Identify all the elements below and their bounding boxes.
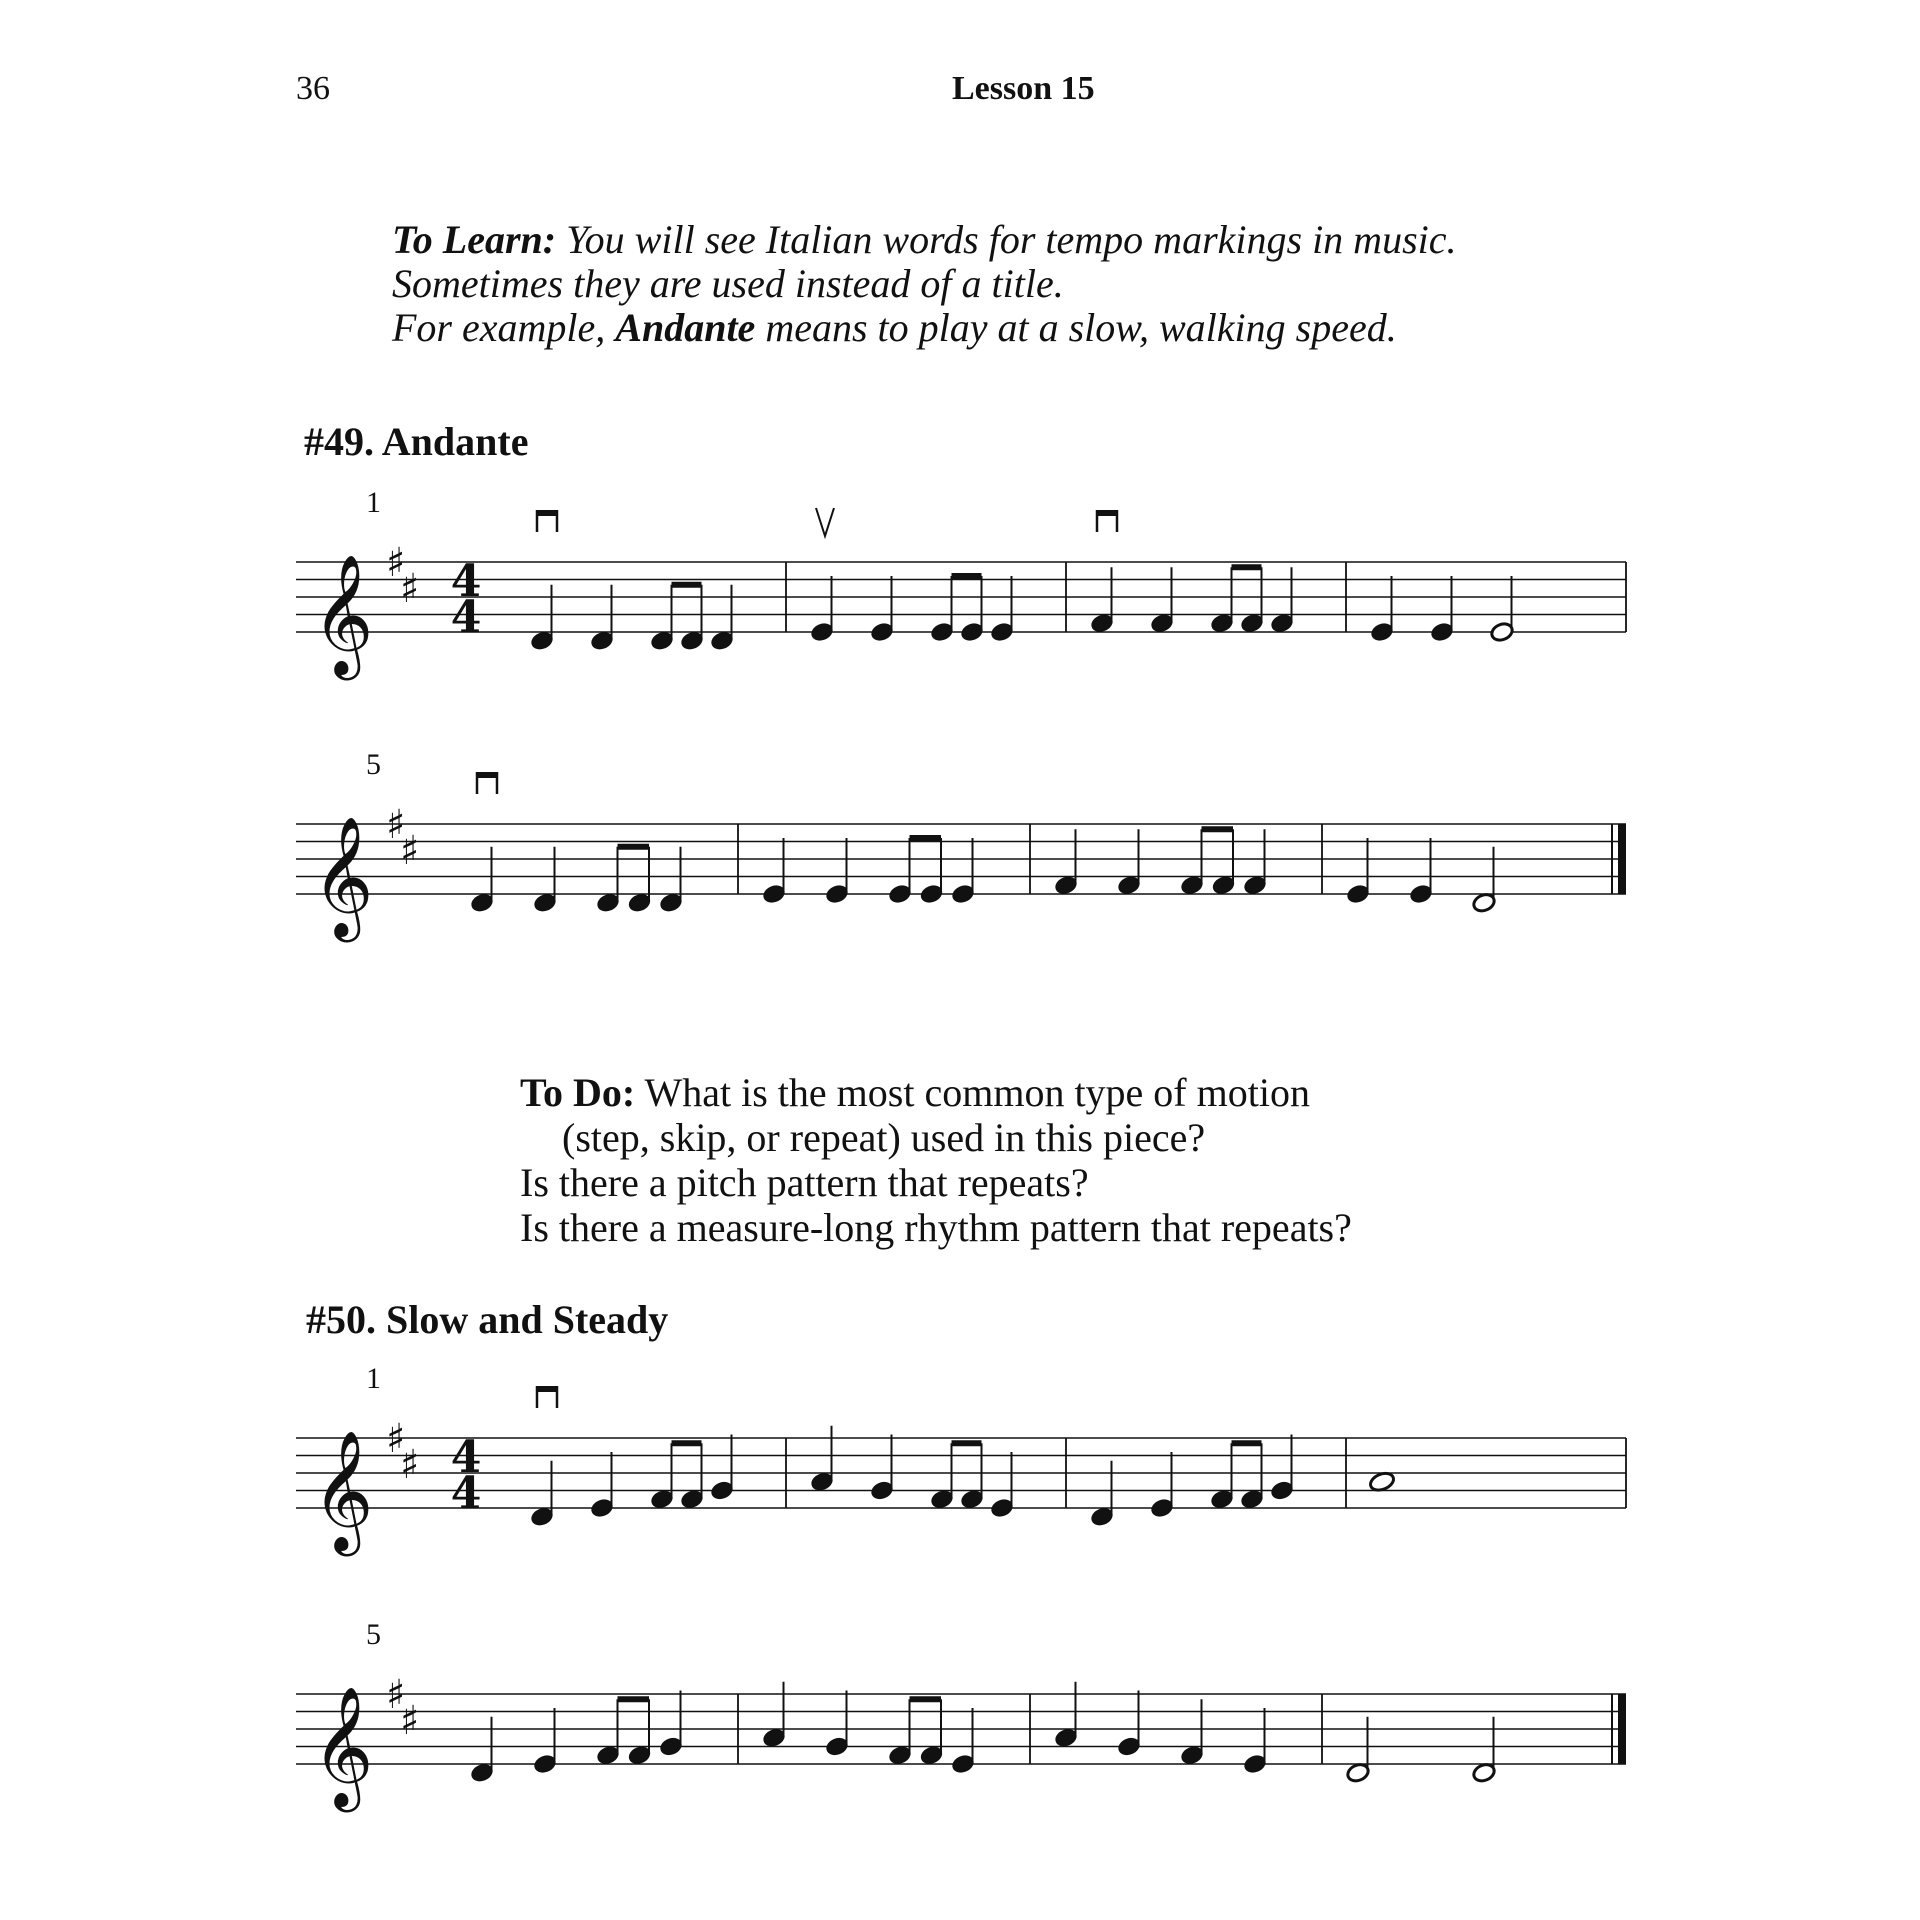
eighth-note [959,576,984,643]
quarter-note [1179,1699,1204,1766]
quarter-note [529,585,554,652]
eighth-note [649,1443,674,1510]
quarter-note [709,1435,734,1502]
eighth-note [649,585,674,652]
sharp-icon: ♯ [400,828,420,874]
treble-clef-icon: 𝄞 [312,553,374,675]
sharp-icon: ♯ [386,802,406,848]
eighth-note [887,1699,912,1766]
to-do-line2: (step, skip, or repeat) used in this piece? [562,1115,1206,1160]
quarter-note [1116,829,1141,896]
quarter-note [1369,576,1394,643]
down-bow-icon [536,510,558,532]
quarter-note [589,1452,614,1519]
quarter-note [809,576,834,643]
half-note [1471,847,1496,914]
to-learn-text [392,218,1457,350]
quarter-note [1345,838,1370,905]
quarter-note [1149,567,1174,634]
treble-clef-icon: 𝄞 [312,815,374,937]
quarter-note [1242,829,1267,896]
to-do-line4: Is there a measure-long rhythm pattern that repeats? [520,1205,1352,1250]
quarter-note [824,838,849,905]
down-bow-icon [476,772,498,794]
eighth-note [1179,829,1204,896]
ex50-staff-system-2 [0,1672,1920,1872]
quarter-note [1242,1708,1267,1775]
to-do-line3: Is there a pitch pattern that repeats? [520,1160,1089,1205]
to-learn-line3-pre: For example, [392,305,616,350]
quarter-note [1149,1452,1174,1519]
time-signature-top: 4 [450,556,482,607]
sharp-icon: ♯ [400,1442,420,1488]
eighth-note [1239,567,1264,634]
eighth-note [1209,567,1234,634]
to-do-text [520,1070,1352,1250]
eighth-note [887,838,912,905]
half-note [1345,1717,1370,1784]
eighth-note [1239,1443,1264,1510]
quarter-note [1408,838,1433,905]
eighth-note [1209,1443,1234,1510]
quarter-note [529,1461,554,1528]
sharp-icon: ♯ [400,566,420,612]
down-bow-icon [536,1386,558,1408]
to-learn-line3-post: means to play at a slow, walking speed. [755,305,1397,350]
to-learn-label: To Learn: [392,217,557,262]
up-bow-icon [816,508,834,536]
eighth-note [679,585,704,652]
quarter-note [761,838,786,905]
to-learn-line2: Sometimes they are used instead of a title. [392,261,1064,306]
down-bow-icon [1096,510,1118,532]
to-learn-andante: Andante [615,305,756,350]
quarter-note [809,1426,834,1493]
ex49-staff-system-2 [0,802,1920,1002]
treble-clef-icon: 𝄞 [312,1685,374,1807]
eighth-note [919,1699,944,1766]
eighth-note [929,1443,954,1510]
eighth-note [627,847,652,914]
quarter-note [1429,576,1454,643]
exercise-50-title: #50. Slow and Steady [306,1297,669,1342]
quarter-note [1053,1682,1078,1749]
final-barline-thick [1618,1694,1626,1764]
quarter-note [469,1717,494,1784]
time-signature-top: 4 [450,1432,482,1483]
quarter-note [1269,567,1294,634]
to-do-label: To Do: [520,1070,636,1115]
to-learn-line1: You will see Italian words for tempo markings in music. [556,217,1457,262]
quarter-note [589,585,614,652]
quarter-note [989,576,1014,643]
quarter-note [532,1708,557,1775]
quarter-note [1116,1691,1141,1758]
ex49-measure-number-5: 5 [366,748,381,781]
eighth-note [595,847,620,914]
eighth-note [919,838,944,905]
exercise-49-title: #49. Andante [304,419,529,464]
quarter-note [1053,829,1078,896]
ex50-measure-number-1: 1 [366,1362,381,1395]
quarter-note [869,576,894,643]
sharp-icon: ♯ [386,540,406,586]
to-do-line1: What is the most common type of motion [635,1070,1310,1115]
sharp-icon: ♯ [400,1698,420,1744]
quarter-note [869,1435,894,1502]
quarter-note [469,847,494,914]
quarter-note [989,1452,1014,1519]
ex50-measure-number-5: 5 [366,1618,381,1651]
eighth-note [1211,829,1236,896]
quarter-note [950,838,975,905]
eighth-note [627,1699,652,1766]
final-barline-thick [1618,824,1626,894]
quarter-note [1269,1435,1294,1502]
half-note [1471,1717,1496,1784]
eighth-note [595,1699,620,1766]
half-note [1489,576,1514,643]
page-number: 36 [296,70,330,107]
eighth-note [929,576,954,643]
ex50-staff-system-1 [0,1416,1920,1616]
eighth-note [959,1443,984,1510]
quarter-note [761,1682,786,1749]
time-signature-bottom: 4 [450,592,482,643]
quarter-note [709,585,734,652]
sharp-icon: ♯ [386,1672,406,1718]
quarter-note [1089,567,1114,634]
sharp-icon: ♯ [386,1416,406,1462]
quarter-note [824,1691,849,1758]
treble-clef-icon: 𝄞 [312,1429,374,1551]
ex49-staff-system-1 [0,540,1920,740]
eighth-note [679,1443,704,1510]
time-signature-bottom: 4 [450,1468,482,1519]
quarter-note [1089,1461,1114,1528]
quarter-note [658,847,683,914]
quarter-note [658,1691,683,1758]
ex49-measure-number-1: 1 [366,486,381,519]
quarter-note [950,1708,975,1775]
lesson-title: Lesson 15 [952,70,1095,107]
quarter-note [532,847,557,914]
